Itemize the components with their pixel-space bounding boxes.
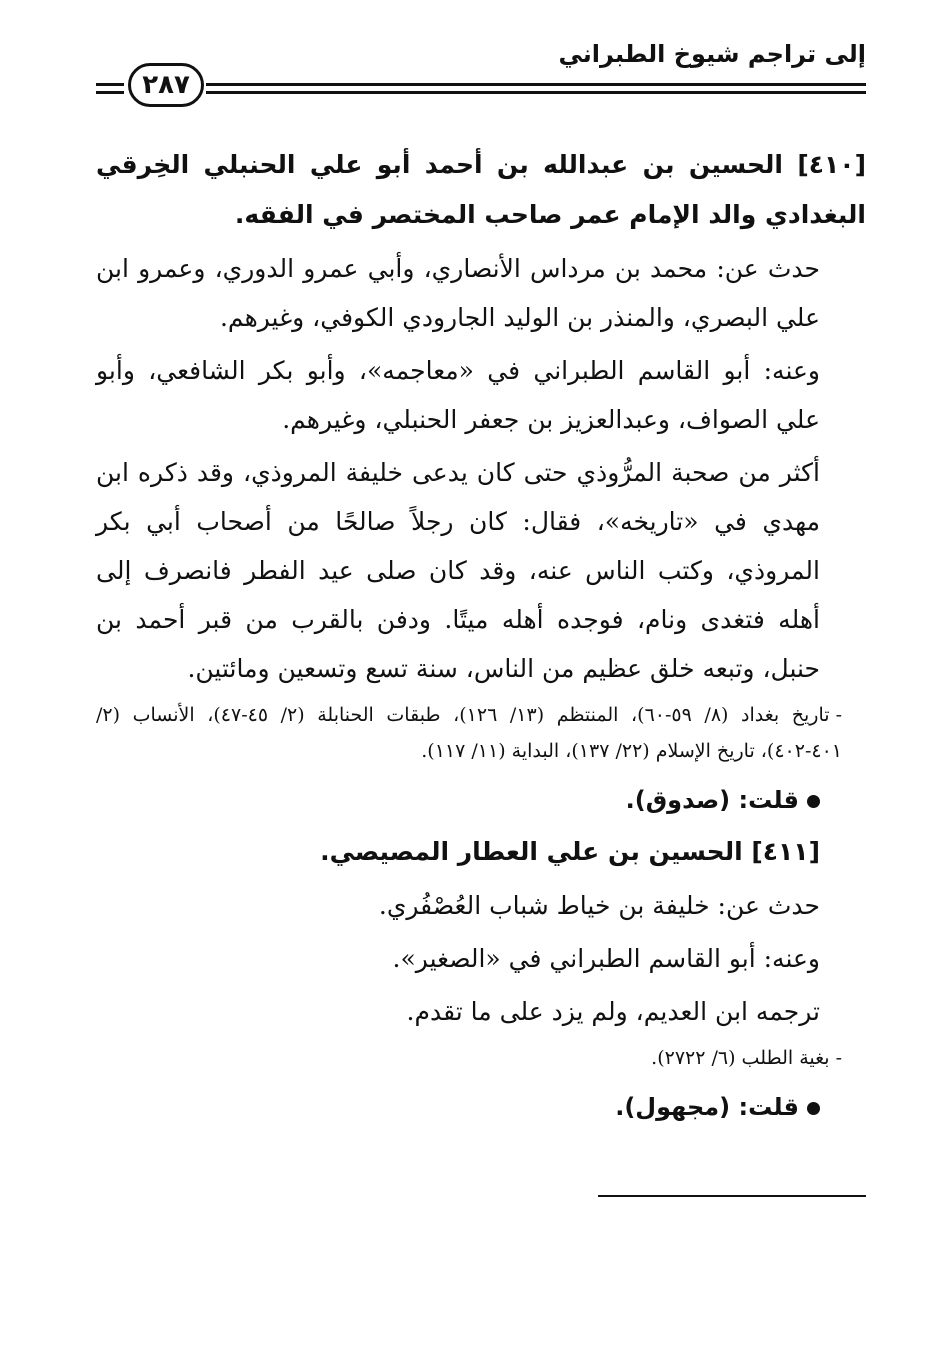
- entry-410-narrated-by: وعنه: أبو القاسم الطبراني في «معاجمه»، وأبو بكر الشافعي، وأبو علي الصواف، وعبدالعزيز بن جعفر الحنبلي، وغيرهم.: [96, 356, 820, 434]
- header-rule-left-lower: [96, 91, 124, 94]
- page-number: ٢٨٧: [128, 63, 204, 107]
- sources-dash: -: [835, 1047, 842, 1069]
- header-rule-lower: [206, 91, 866, 94]
- entry-411-sources: [96, 1040, 866, 1076]
- entry-411-sources-text: بغية الطلب (٦/ ٢٧٢٢).: [651, 1047, 830, 1069]
- entry-410-verdict-text: قلت: (صدوق).: [625, 786, 799, 814]
- entry-410-narrated-from: حدث عن: محمد بن مرداس الأنصاري، وأبي عمرو الدوري، وعمرو ابن علي البصري، والمنذر بن الوليد الجارودي الكوفي، وغيرهم.: [96, 254, 820, 332]
- entry-410-heading: [٤١٠] الحسين بن عبدالله بن أحمد أبو علي الحنبلي الخِرقي البغدادي والد الإمام عمر صاحب المختصر في الفقه.: [96, 150, 866, 229]
- bullet-icon: [807, 795, 820, 808]
- entry-411-narrated-from: حدث عن: خليفة بن خياط شباب العُصْفُري.: [378, 891, 820, 920]
- entry-411-verdict: [96, 1084, 866, 1130]
- entry-411-note: ترجمه ابن العديم، ولم يزد على ما تقدم.: [406, 997, 820, 1026]
- bullet-icon: [807, 1102, 820, 1115]
- entry-410-sources: [96, 697, 866, 769]
- entry-410-biography: أكثر من صحبة المرُّوذي حتى كان يدعى خليفة المروذي، وقد ذكره ابن مهدي في «تاريخه»، فقال: كان رجلاً صالحًا من أصحاب أبي بكر المروذي، وكتب الناس عنه، وقد كان صلى عيد الفطر فانصرف إلى أهله فتغدى ونام، فوجده أهله ميتًا. ودفن بالقرب من قبر أحمد بن حنبل، وتبعه خلق عظيم من الناس، سنة تسع وتسعين ومائتين.: [96, 458, 820, 683]
- header-rule-upper: [206, 83, 866, 86]
- header-rule-left-upper: [96, 83, 124, 86]
- entry-410-verdict: [96, 777, 866, 823]
- running-title: إلى تراجم شيوخ الطبراني: [558, 40, 866, 68]
- page-content: [96, 140, 866, 1134]
- entry-411-verdict-text: قلت: (مجهول).: [615, 1093, 799, 1121]
- page-header: [96, 36, 866, 106]
- entry-411-heading: [٤١١] الحسين بن علي العطار المصيصي.: [320, 837, 820, 866]
- footnote-separator: [598, 1195, 866, 1197]
- sources-dash: -: [835, 704, 842, 726]
- entry-411-narrated-by: وعنه: أبو القاسم الطبراني في «الصغير».: [392, 944, 820, 973]
- entry-410-sources-text: تاريخ بغداد (٨/ ٥٩-٦٠)، المنتظم (١٣/ ١٢٦)، طبقات الحنابلة (٢/ ٤٥-٤٧)، الأنساب (٢/ ٤٠١-٤٠٢)، تاريخ الإسلام (٢٢/ ١٣٧)، البداية (١١/ ١١٧).: [96, 704, 842, 762]
